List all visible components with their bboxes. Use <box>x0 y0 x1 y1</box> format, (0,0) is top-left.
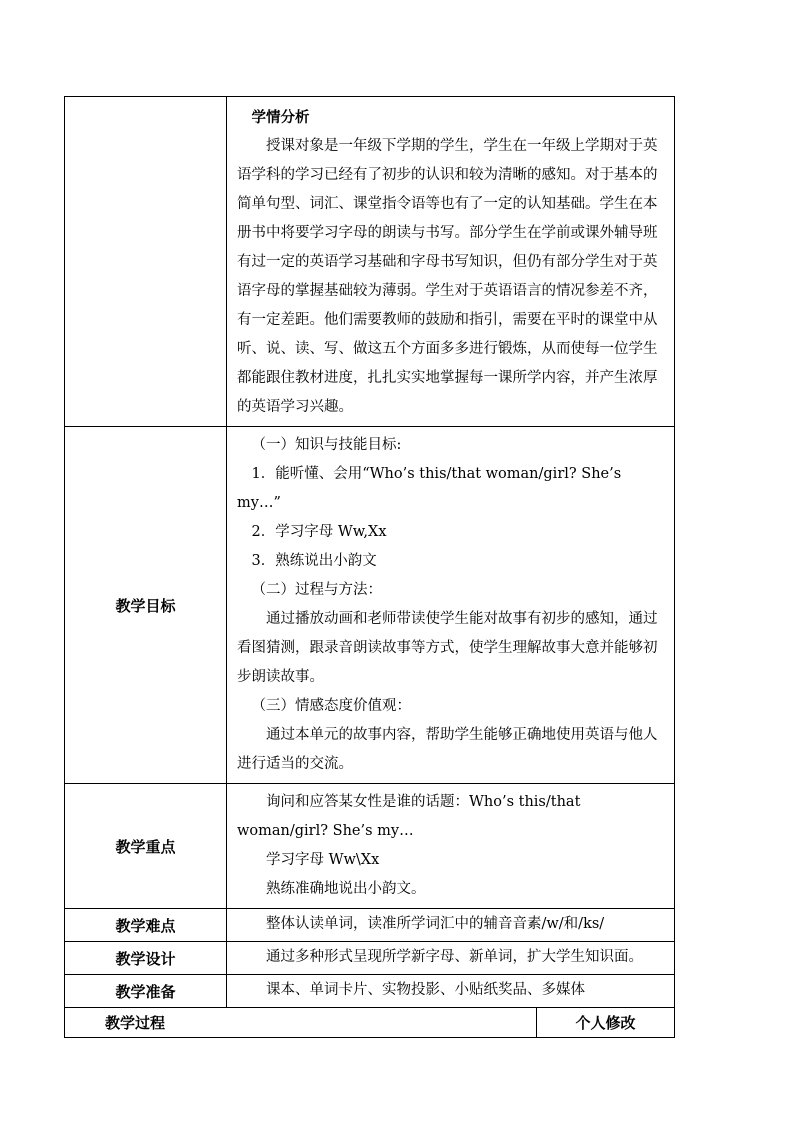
emotion-text: 通过本单元的故事内容，帮助学生能够正确地使用英语与他人进行适当的交流。 <box>237 727 658 772</box>
objectives-label: 教学目标 <box>65 427 227 784</box>
key-point-line-3: 熟练准确地说出小韵文。 <box>266 881 426 897</box>
emotion-heading: （三）情感态度价值观： <box>251 698 411 714</box>
process-heading: （二）过程与方法： <box>251 582 382 598</box>
student-analysis-cell <box>227 97 675 427</box>
student-analysis-heading: 学情分析 <box>251 109 310 126</box>
design-cell <box>227 942 675 975</box>
objectives-cell <box>227 427 675 784</box>
key-point-line-2: 学习字母 Ww\Xx <box>266 852 380 868</box>
preparation-cell <box>227 975 675 1008</box>
row-process <box>65 1008 675 1038</box>
design-label: 教学设计 <box>65 942 227 975</box>
personal-revision-label: 个人修改 <box>537 1008 675 1038</box>
row-objectives <box>65 427 675 784</box>
difficulties-label: 教学难点 <box>65 909 227 942</box>
key-points-cell <box>227 784 675 909</box>
difficulties-cell <box>227 909 675 942</box>
preparation-label: 教学准备 <box>65 975 227 1008</box>
difficulties-text: 整体认读单词，读准所学词汇中的辅音音素/w/和/ks/ <box>266 916 605 932</box>
row-difficulties <box>65 909 675 942</box>
process-label <box>65 1008 537 1038</box>
label-cell-empty <box>65 97 227 427</box>
process-label-text: 教学过程 <box>105 1014 166 1032</box>
lesson-plan-table <box>64 96 675 1038</box>
process-text: 通过播放动画和老师带读使学生能对故事有初步的感知，通过看图猜测，跟录音朗读故事等方式，使学生理解故事大意并能够初步朗读故事。 <box>237 611 658 685</box>
preparation-text: 课本、单词卡片、实物投影、小贴纸奖品、多媒体 <box>266 982 585 998</box>
objective-item-2: 2．学习字母 Ww,Xx <box>251 524 387 540</box>
row-key-points <box>65 784 675 909</box>
objective-item-3: 3．熟练说出小韵文 <box>251 553 377 569</box>
student-analysis-text: 授课对象是一年级下学期的学生，学生在一年级上学期对于英语学科的学习已经有了初步的认识和较为清晰的感知。对于基本的简单句型、词汇、课堂指令语等也有了一定的认知基础。学生在本册书中将要学习字母的朗读与书写。部分学生在学前或课外辅导班有过一定的英语学习基础和字母书写知识，但仍有部分学生对于英语字母的掌握基础较为薄弱。学生对于英语语言的情况参差不齐，有一定差距。他们需要教师的鼓励和指引，需要在平时的课堂中从听、说、读、写、做这五个方面多多进行锻炼，从而使每一位学生都能跟住教材进度，扎扎实实地掌握每一课所学内容，并产生浓厚的英语学习兴趣。 <box>237 138 658 415</box>
objective-item-1: 1．能听懂、会用“Who’s this/that woman/girl? She’s my…” <box>237 466 622 511</box>
key-point-line-1: 询问和应答某女性是谁的话题：Who’s this/that woman/girl? She’s my… <box>237 794 581 839</box>
row-design <box>65 942 675 975</box>
row-preparation <box>65 975 675 1008</box>
knowledge-heading: （一）知识与技能目标: <box>251 437 402 453</box>
row-student-analysis <box>65 97 675 427</box>
key-points-label: 教学重点 <box>65 784 227 909</box>
design-text: 通过多种形式呈现所学新字母、新单词，扩大学生知识面。 <box>266 949 643 965</box>
lesson-plan-page <box>64 96 674 1038</box>
